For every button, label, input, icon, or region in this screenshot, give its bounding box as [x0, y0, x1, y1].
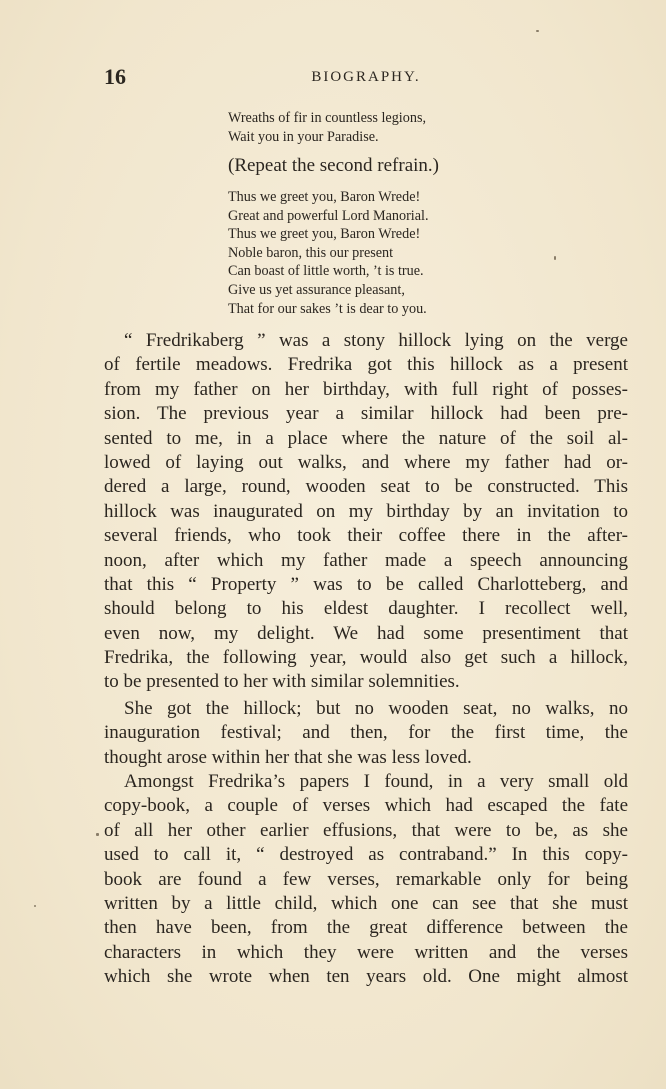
verse-line: Thus we greet you, Baron Wrede!	[228, 226, 421, 243]
text-line: Fredrika, the following year, would also get such a hillock,	[104, 647, 628, 669]
text-line: of all her other earlier effusions, that were to be, as she	[104, 819, 628, 841]
text-line: “ Fredrikaberg ” was a stony hillock lying on the verge	[124, 330, 628, 351]
text-line: used to call it, “ destroyed as contraband.” In this copy-	[104, 844, 628, 866]
verse-line: Thus we greet you, Baron Wrede!	[228, 189, 421, 205]
text-line: from my father on her birthday, with full right of posses-	[104, 378, 628, 400]
text-line: sented to me, in a place where the nature of the soil al-	[104, 427, 628, 449]
text-line: which she wrote when ten years old. One might almost	[104, 966, 628, 988]
text-line: Amongst Fredrika’s papers I found, in a very small old	[124, 771, 628, 792]
paragraph-hillock	[104, 697, 628, 770]
text-line: should belong to his eldest daughter. I recollect well,	[104, 598, 628, 620]
text-line: copy-book, a couple of verses which had escaped the fate	[104, 795, 628, 817]
refrain-instruction: (Repeat the second refrain.)	[228, 155, 440, 176]
text-line: even now, my delight. We had some presentiment that	[104, 622, 628, 644]
text-line: hillock was inaugurated on my birthday by an invitation to	[104, 500, 628, 522]
text-line: dered a large, round, wooden seat to be constructed. This	[104, 476, 628, 498]
text-line: that this “ Property ” was to be called Charlotteberg, and	[104, 573, 628, 595]
text-line: characters in which they were written and the verses	[104, 941, 628, 963]
verse-stanza-top	[228, 109, 518, 146]
text-line: written by a little child, which one can see that she must	[104, 892, 628, 914]
paper-speck	[96, 833, 99, 836]
paper-speck	[536, 30, 539, 32]
text-line: lowed of laying out walks, and where my father had or-	[104, 451, 628, 473]
verse-stanza-bottom	[228, 188, 518, 318]
verse-line: Give us yet assurance pleasant,	[228, 281, 405, 298]
verse-line: Noble baron, this our present	[228, 244, 394, 261]
paper-speck	[34, 905, 36, 907]
text-line: to be presented to her with similar solemnities.	[104, 671, 460, 693]
verse-line: Can boast of little worth, ’t is true.	[228, 263, 424, 280]
page-header	[104, 62, 628, 92]
text-line: noon, after which my father made a speech announcing	[104, 549, 628, 571]
page-number: 16	[104, 64, 126, 89]
verse-line: Wait you in your Paradise.	[228, 128, 379, 145]
text-line: several friends, who took their coffee there in the after-	[104, 525, 628, 547]
paper-speck	[554, 256, 556, 260]
text-line: then have been, from the great difference between the	[104, 917, 628, 939]
text-line: of fertile meadows. Fredrika got this hillock as a present	[104, 354, 628, 376]
paragraph-fredrikaberg	[104, 329, 628, 695]
text-line: thought arose within her that she was less loved.	[104, 746, 472, 768]
verse-line: That for our sakes ’t is dear to you.	[228, 300, 427, 317]
text-line: She got the hillock; but no wooden seat, no walks, no	[124, 698, 628, 719]
paragraph-papers	[104, 770, 628, 990]
text-line: sion. The previous year a similar hillock had been pre-	[104, 403, 628, 425]
verse-line: Wreaths of fir in countless legions,	[228, 110, 427, 126]
text-line: inauguration festival; and then, for the first time, the	[104, 722, 628, 744]
running-head: BIOGRAPHY.	[311, 69, 421, 85]
verse-line: Great and powerful Lord Manorial.	[228, 207, 429, 224]
text-line: book are found a few verses, remarkable only for being	[104, 868, 628, 890]
